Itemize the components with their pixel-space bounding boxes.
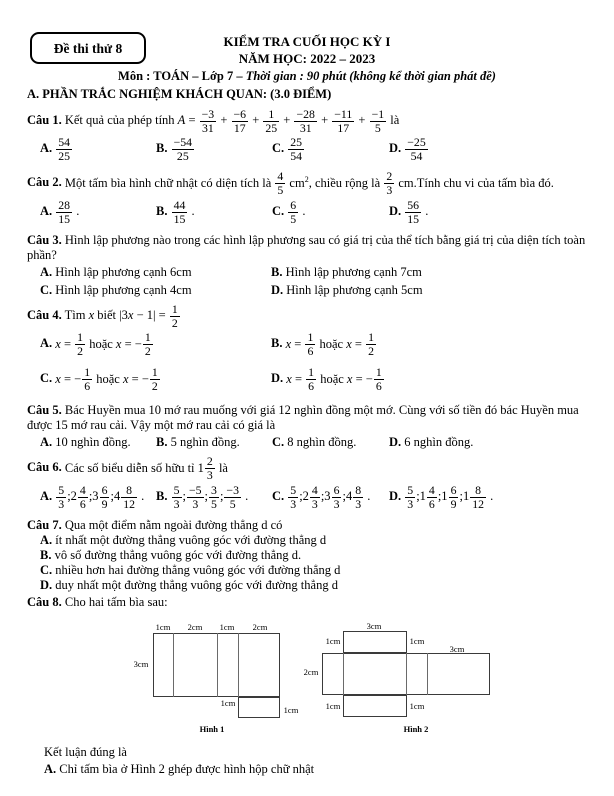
fraction: $\frac{5}{3}$ — [290, 482, 297, 511]
question-5-label: Câu 5. — [27, 403, 62, 418]
subject-italic: Thời gian : 90 phút (không kể thời gian phát đề) — [245, 69, 496, 83]
question-6-option-b — [156, 484, 248, 510]
option-content: nhiều hơn hai đường thẳng vuông góc với đường thẳng d — [52, 562, 341, 577]
option-content: 10 nghìn đồng. — [55, 435, 131, 450]
option-content: $\frac{5}{3}$ ;2 $\frac{4}{3}$ ;3 $\frac{6}{3}$ ;4 $\frac{8}{3}$ . — [290, 482, 371, 511]
exam-number-label: Đề thi thử 8 — [53, 40, 123, 56]
figure-dimension-label: 1cm — [283, 704, 299, 715]
figure-divider-line — [406, 653, 407, 695]
fraction: $\frac{28}{15}$ — [58, 197, 71, 226]
option-content: $\frac{5}{3}$ ;1 $\frac{4}{6}$ ;1 $\frac{6}{9}$ ;1 $\frac{8}{12}$ . — [407, 482, 494, 511]
fraction: $\frac{1}{2}$ — [144, 330, 151, 359]
figure-dimension-label: 2cm — [303, 666, 319, 677]
option-key: A. — [40, 435, 53, 450]
question-3-option-b — [271, 265, 422, 280]
figure-box — [343, 631, 407, 653]
question-3-option-a — [40, 265, 192, 280]
option-content: $\frac{5}{3}$ ; $\frac{-5}{3}$ ; $\frac{3}{5}$ ; $\frac{-3}{5}$ . — [173, 482, 249, 511]
question-8-answer-a — [0, 762, 614, 777]
figure-dimension-label: 3cm — [449, 643, 465, 654]
question-4 — [0, 303, 614, 399]
option-key: B. — [40, 547, 52, 562]
subject-line — [0, 69, 614, 84]
option-key: C. — [272, 141, 285, 156]
fraction: $\frac{-25}{54}$ — [407, 135, 426, 164]
question-1-text: Kết quả của phép tính A = $\frac{-3}{31}$ + $\frac{-6}{17}$ + $\frac{1}{25}$ + $\frac{-28}{31}$ + $\frac{-11}{17}$ + $\frac{-1}{5}$ là — [61, 107, 400, 135]
figure-dimension-label: 1cm — [325, 635, 341, 646]
option-content: 5 nghìn đồng. — [170, 435, 240, 450]
fraction: $\frac{4}{6}$ — [79, 482, 86, 511]
figure-2 — [0, 610, 614, 743]
question-5-option-d — [389, 435, 473, 450]
question-5-option-c — [272, 435, 356, 450]
option-key: A. — [40, 488, 53, 503]
question-7-text: Qua một điểm nằm ngoài đường thẳng d có — [61, 517, 283, 532]
question-5-option-a — [40, 435, 131, 450]
fraction: $\frac{1}{6}$ — [308, 365, 315, 394]
question-2-body — [0, 170, 614, 196]
option-key: B. — [271, 336, 283, 351]
option-content: duy nhất một đường thẳng vuông góc với đường thẳng d — [52, 577, 338, 592]
fraction: $\frac{-1}{5}$ — [371, 107, 385, 135]
option-content: $\frac{6}{5}$ . — [290, 197, 306, 226]
fraction: $\frac{4}{6}$ — [428, 482, 435, 511]
option-content: $\frac{28}{15}$ . — [58, 197, 80, 226]
option-content — [404, 135, 428, 164]
question-4-body — [0, 303, 614, 329]
fraction: $\frac{54}{25}$ — [58, 135, 71, 164]
fraction: $\frac{1}{2}$ — [151, 365, 158, 394]
question-8-figures — [0, 610, 614, 743]
option-key: C. — [272, 435, 285, 450]
question-6 — [0, 455, 614, 513]
option-content: x = − $\frac{1}{6}$ hoặc x = − $\frac{1}{2}$ — [55, 365, 158, 394]
option-content: Chỉ tấm bìa ở Hình 2 ghép được hình hộp chữ nhật — [56, 761, 315, 776]
question-5-text: Bác Huyền mua 10 mớ rau muống với giá 12 nghìn đồng một mớ. Cùng với số tiền đó bác Huyền mua được 15 mớ rau cải. Vậy một mớ rau cải có giá là — [27, 403, 579, 433]
fraction: $\frac{-3}{31}$ — [201, 107, 215, 135]
option-content: x = $\frac{1}{2}$ hoặc x = − $\frac{1}{2}$ — [55, 330, 151, 359]
fraction: $\frac{1}{25}$ — [265, 107, 278, 135]
question-6-options — [0, 484, 614, 514]
question-7-label: Câu 7. — [27, 517, 62, 532]
exam-title: KIỂM TRA CUỐI HỌC KỲ I — [223, 34, 391, 49]
fraction: $\frac{-28}{31}$ — [296, 107, 315, 135]
question-1-option-d — [389, 136, 429, 162]
figure-dimension-label: 1cm — [409, 635, 425, 646]
exam-header — [0, 0, 614, 104]
option-key: C. — [40, 282, 53, 297]
option-key: D. — [389, 141, 402, 156]
question-1-options — [0, 136, 614, 166]
option-key: B. — [156, 204, 168, 219]
section-heading: A. PHẦN TRẮC NGHIỆM KHÁCH QUAN: (3.0 ĐIỂM) — [27, 87, 332, 101]
option-key: D. — [389, 204, 402, 219]
question-4-text: Tìm x biết |3x − 1| = $\frac{1}{2}$ — [61, 301, 178, 330]
option-content: 8 nghìn đồng. — [287, 435, 357, 450]
figure-dimension-label: 3cm — [133, 658, 149, 669]
question-2-option-d — [389, 199, 428, 225]
question-2-option-c — [272, 199, 305, 225]
option-key: B. — [156, 435, 168, 450]
fraction: $\frac{6}{3}$ — [333, 482, 340, 511]
option-key: C. — [40, 562, 53, 577]
question-2-text: Một tấm bìa hình chữ nhật có diện tích là $\frac{4}{5}$ $cm^2$, chiều rộng là $\frac{2}{3}$ cm.Tính chu vi của tấm bìa đó. — [61, 169, 554, 198]
question-4-option-a — [40, 331, 154, 357]
question-3-options-row-1 — [0, 265, 614, 281]
question-7-option-a — [0, 533, 614, 548]
question-3-body — [0, 233, 614, 263]
fraction: $\frac{2}{3}$ — [386, 169, 393, 198]
figure-dimension-label: 2cm — [252, 621, 268, 632]
question-6-label: Câu 6. — [27, 460, 62, 475]
fraction: $\frac{-3}{5}$ — [226, 482, 239, 511]
fraction: $\frac{5}{3}$ — [58, 482, 65, 511]
option-content: x = $\frac{1}{6}$ hoặc x = − $\frac{1}{6}$ — [286, 365, 382, 394]
option-key: A. — [44, 761, 57, 776]
figure-dimension-label: 1cm — [325, 700, 341, 711]
option-content — [287, 135, 305, 164]
option-key: C. — [40, 371, 53, 386]
fraction: $\frac{2}{3}$ — [206, 454, 213, 483]
option-content: $\frac{56}{15}$ . — [407, 197, 429, 226]
option-key: D. — [389, 488, 402, 503]
figure-dimension-label: 1cm — [220, 697, 236, 708]
fraction: $\frac{5}{3}$ — [173, 482, 180, 511]
fraction: $\frac{8}{12}$ — [472, 482, 484, 511]
option-key: D. — [271, 371, 284, 386]
fraction: $\frac{1}{6}$ — [84, 365, 91, 394]
question-2-options — [0, 199, 614, 229]
fraction: $\frac{6}{9}$ — [101, 482, 108, 511]
option-key: A. — [40, 336, 53, 351]
question-3-option-c — [40, 283, 192, 298]
question-7-option-b — [0, 548, 614, 563]
option-key: B. — [156, 488, 168, 503]
option-key: B. — [271, 264, 283, 279]
question-7 — [0, 518, 614, 593]
fraction: $\frac{1}{2}$ — [171, 301, 178, 330]
question-3-options-row-2 — [0, 283, 614, 299]
figure-dimension-label: 3cm — [366, 620, 382, 631]
fraction: $\frac{1}{2}$ — [368, 330, 375, 359]
question-1-option-b — [156, 136, 195, 162]
question-5-body — [0, 403, 614, 433]
fraction: $\frac{25}{54}$ — [290, 135, 303, 164]
figure-dimension-label: 1cm — [409, 700, 425, 711]
question-5-option-b — [156, 435, 240, 450]
option-key: B. — [156, 141, 168, 156]
question-4-option-c — [40, 366, 161, 392]
fraction: $\frac{3}{5}$ — [211, 482, 217, 511]
question-8-body — [0, 595, 614, 610]
question-2 — [0, 170, 614, 228]
question-2-option-a — [40, 199, 79, 225]
option-content — [55, 135, 73, 164]
question-6-text: Các số biểu diễn số hữu tỉ 1 $\frac{2}{3}$ là — [61, 454, 228, 483]
fraction: $\frac{8}{12}$ — [123, 482, 135, 511]
option-content — [171, 135, 195, 164]
figure-divider-line — [427, 653, 428, 695]
figure-caption: Hình 1 — [199, 723, 225, 734]
option-content: Hình lập phương cạnh 7cm — [285, 264, 422, 279]
school-year: NĂM HỌC: 2022 – 2023 — [238, 51, 376, 66]
option-key: A. — [40, 532, 53, 547]
option-key: A. — [40, 264, 53, 279]
option-content: $\frac{44}{15}$ . — [173, 197, 195, 226]
option-content: x = $\frac{1}{6}$ hoặc x = $\frac{1}{2}$ — [285, 330, 375, 359]
option-content: $\frac{5}{3}$ ;2 $\frac{4}{6}$ ;3 $\frac{6}{9}$ ;4 $\frac{8}{12}$ . — [58, 482, 145, 511]
question-4-options-row-1 — [0, 331, 614, 364]
option-content: Hình lập phương cạnh 6cm — [55, 264, 192, 279]
option-content: ít nhất một đường thẳng vuông góc với đường thẳng d — [52, 532, 327, 547]
fraction: $\frac{8}{3}$ — [355, 482, 362, 511]
question-7-option-c — [0, 563, 614, 578]
question-8-text: Cho hai tấm bìa sau: — [61, 594, 168, 609]
fraction: $\frac{44}{15}$ — [173, 197, 186, 226]
figure-dimension-label: 1cm — [219, 621, 235, 632]
option-content: vô số đường thẳng vuông góc với đường thẳng d. — [51, 547, 302, 562]
question-1-body — [0, 108, 614, 134]
fraction: $\frac{-6}{17}$ — [233, 107, 247, 135]
question-8-label: Câu 8. — [27, 594, 62, 609]
question-4-option-d — [271, 366, 385, 392]
question-8 — [0, 595, 614, 777]
question-4-label: Câu 4. — [27, 308, 62, 323]
option-key: A. — [40, 141, 53, 156]
subject-bold: Môn : TOÁN – Lớp 7 – — [118, 69, 246, 83]
option-content: Hình lập phương cạnh 5cm — [286, 282, 423, 297]
question-4-options-row-2 — [0, 366, 614, 399]
question-6-option-a — [40, 484, 144, 510]
question-6-option-d — [389, 484, 493, 510]
question-6-body — [0, 455, 614, 481]
fraction: $\frac{4}{5}$ — [277, 169, 284, 198]
question-2-option-b — [156, 199, 195, 225]
question-4-option-b — [271, 331, 377, 357]
question-3-label: Câu 3. — [27, 232, 62, 247]
fraction: $\frac{-11}{17}$ — [334, 107, 353, 135]
question-1-option-a — [40, 136, 73, 162]
fraction: $\frac{6}{5}$ — [290, 197, 297, 226]
fraction: $\frac{4}{3}$ — [311, 482, 318, 511]
figure-divider-line — [343, 653, 344, 695]
question-7-option-d — [0, 578, 614, 593]
fraction: $\frac{1}{2}$ — [77, 330, 84, 359]
option-key: C. — [272, 204, 285, 219]
option-key: C. — [272, 488, 285, 503]
figure-box — [343, 695, 407, 717]
figure-dimension-label: 2cm — [187, 621, 203, 632]
fraction: $\frac{56}{15}$ — [407, 197, 420, 226]
figure-dimension-label: 1cm — [155, 621, 171, 632]
question-7-body — [0, 518, 614, 533]
question-5 — [0, 403, 614, 451]
fraction: $\frac{5}{3}$ — [407, 482, 414, 511]
option-content: 6 nghìn đồng. — [404, 435, 474, 450]
figure-caption: Hình 2 — [403, 723, 429, 734]
option-content: Hình lập phương cạnh 4cm — [55, 282, 192, 297]
fraction: $\frac{-54}{25}$ — [173, 135, 193, 164]
question-5-options — [0, 435, 614, 451]
fraction: $\frac{1}{6}$ — [375, 365, 382, 394]
question-1-option-c — [272, 136, 305, 162]
option-key: D. — [389, 435, 402, 450]
question-3-option-d — [271, 283, 423, 298]
question-6-option-c — [272, 484, 370, 510]
question-1-label: Câu 1. — [27, 113, 62, 128]
question-8-conclusion: Kết luận đúng là — [44, 744, 127, 759]
option-key: A. — [40, 204, 53, 219]
fraction: $\frac{-5}{3}$ — [188, 482, 202, 511]
fraction: $\frac{1}{6}$ — [307, 330, 314, 359]
question-1 — [0, 108, 614, 166]
question-2-label: Câu 2. — [27, 175, 62, 190]
question-3 — [0, 233, 614, 299]
fraction: $\frac{6}{9}$ — [450, 482, 457, 511]
question-3-text: Hình lập phương nào trong các hình lập phương sau có giá trị của thể tích bằng giá trị của diện tích toàn phần? — [27, 232, 586, 262]
option-key: D. — [40, 577, 53, 592]
option-key: D. — [271, 282, 284, 297]
